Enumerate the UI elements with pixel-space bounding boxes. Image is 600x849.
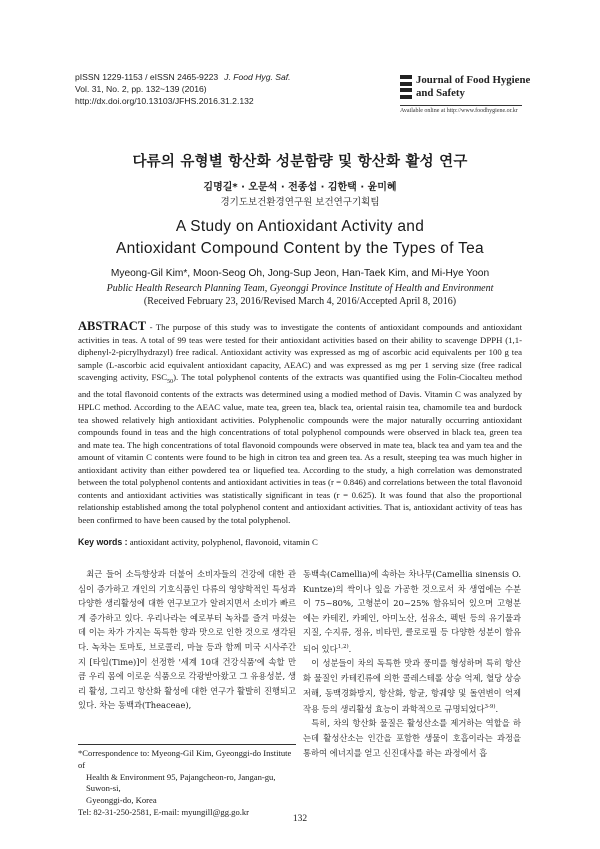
- abstract-label: ABSTRACT: [78, 319, 147, 333]
- paragraph: 동백속(Camellia)에 속하는 차나무(Camellia sinensis O. Kuntze)의 싹이나 잎을 가공한 것으로서 차 생엽에는 수분이 75~80%, 고형분이 20~25% 함유되어 있으며 고형분에는 카테킨, 카페인, 아미노산, 섬유소, 펙틴 등의 유기물과 지질, 수지류, 정유, 비타민, 클로로필 등 다양한 성분이 함유되어 있다$^{1,2)}$.: [303, 569, 521, 654]
- body-column-right: [303, 567, 521, 760]
- citation: 1,2): [337, 643, 349, 650]
- korean-title: 다류의 유형별 항산화 성분함량 및 항산화 활성 연구: [132, 154, 468, 170]
- journal-url[interactable]: Available online at http://www.foodhygiene.or.kr: [400, 108, 518, 114]
- english-affiliation: Public Health Research Planning Team, Gyeonggi Province Institute of Health and Environment: [106, 283, 494, 294]
- korean-affiliation: 경기도보건환경연구원 보건연구기획팀: [220, 197, 380, 208]
- page-number: 132: [292, 814, 308, 824]
- citation: 3-9): [484, 704, 496, 711]
- footnote-rule: [78, 744, 296, 745]
- keywords-label: Key words :: [78, 537, 128, 547]
- english-title: A Study on Antioxidant Activity and Antioxidant Compound Content by the Types of Tea: [116, 218, 484, 257]
- publication-meta: [75, 72, 291, 107]
- correspondence-footnote: *Correspondence to: Myeong-Gil Kim, Gyeonggi-do Institute of Health & Environment 95, Pajangcheon-ro, Jangan-gu, Suwon-si, Gyeonggi-do, Korea Tel: 82-31-250-2581, E-mail: myungill@gg.go.kr: [78, 748, 300, 819]
- doi-link[interactable]: http://dx.doi.org/10.13103/JFHS.2016.31.2.132: [75, 95, 254, 106]
- body-column-left: [78, 567, 296, 713]
- issn: pISSN 1229-1153 / eISSN 2465-9223: [75, 72, 219, 82]
- korean-authors: 김명길* · 오문석 · 전종섭 · 김한택 · 윤미혜: [203, 182, 397, 193]
- journal-logo-rule: [400, 105, 522, 106]
- english-authors: Myeong-Gil Kim*, Moon-Seog Oh, Jong-Sup Jeon, Han-Taek Kim, and Mi-Hye Yoon: [110, 268, 490, 279]
- paragraph: 이 성분들이 차의 독특한 맛과 풍미를 형성하며 특히 항산화 물질인 카테킨류에 의한 콜레스테롤 상승 억제, 혈당 상승 저해, 동맥경화방지, 항산화, 항균, 항궤양 및 돌연변이 억제 작용 등의 생리활성 효능이 과학적으로 규명되었다$^{3-9)}$.: [303, 658, 521, 714]
- keywords: Key words : antioxidant activity, polyphenol, flavonoid, vitamin C: [78, 537, 318, 547]
- paragraph: 특히, 차의 항산화 물질은 활성산소를 제거하는 역할을 하는데 활성산소는 인간을 포함한 생물이 호흡이라는 과정을 통하여 에너지를 얻고 신진대사를 하는 과정에서 흡: [303, 718, 521, 758]
- volume-info: Vol. 31, No. 2, pp. 132~139 (2016): [75, 83, 207, 94]
- journal-name: Journal of Food Hygiene and Safety: [416, 74, 531, 99]
- abstract: ABSTRACT - The purpose of this study was to investigate the contents of antioxidant compounds and antioxidant activities in teas. A total of 99 teas were tested for their antioxidant activities based on their ability to scavenge DPPH (1,1-diphenyl-2-picrylhydrazyl) free radical. Antioxidant activity was expressed as mg of ascorbic acid equivalents per 100 g tea sample (L-ascorbic acid equivalent antioxidant capacity, AEAC) and was expressed as mg per 1 serving size (free radical scavenging activity, $FSC_{50}$). The total polyphenol contents of the extracts was quantified using the Folin-Ciocalteu method and the total flavonoid contents of the extracts was determined using a modied method of Davis. Vitamin C was analyzed by HPLC method. According to the AEAC value, mate tea, green tea, black tea, oriental raisin tea, chamomile tea and burdock tea showed relatively high antioxidant activities. Polyphenolic compounds were the major naturally occurring antioxidant compounds found in teas and the high concentrations of total polyphenol compounds were observed in black tea, green tea and mate tea. The high concentrations of total flavonoid compounds were observed in mate tea, black tea and yam tea and the amount of vitamin C contents were found to be high in citron tea and green tea. As a result, steeping tea was much higher in antioxidant activity than either powdered tea or liquefied tea. According to the study, a high correlation was demonstrated between the total polyphenol contents and antioxidant activities in teas (r = 0.846) and correlations between the total flavonoid contents and antioxidant activities was statistically significant in teas (r = 0.625). It was found that also the proportional relationship established among the total polyphenol content and antioxidant activities. That is, antioxidant activity of teas has been confirmed to have been caused by the total polyphenol.: [78, 319, 522, 525]
- received-dates: (Received February 23, 2016/Revised March 4, 2016/Accepted April 8, 2016): [143, 296, 457, 307]
- journal-abbrev: J. Food Hyg. Saf.: [224, 72, 291, 82]
- paragraph: 최근 들어 소득향상과 더불어 소비자들의 건강에 대한 관심이 증가하고 개인의 기호식품인 다류의 영양학적인 특성과 다양한 생리활성에 대한 연구보고가 알려지면서 소비가 빠르게 증가하고 있다. 우리나라는 예로부터 녹차를 즐겨 마셨는데 이는 차가 가지는 독특한 향과 맛으로 인한 것으로 생각된다. 녹차는 토마토, 브로콜리, 마늘 등과 함께 미국 시사주간지 [타임(Time)]이 선정한 '세계 10대 건강식품'에 속할 만큼 우리 몸에 이로운 식품으로 각광받아왔고 그 유용성분, 생리 활성, 그리고 항산화 활성에 대한 연구가 활발히 진행되고 있다. 차는 동백과(Theaceae),: [78, 569, 296, 711]
- journal-logo-icon: [400, 75, 412, 101]
- contact-info: Tel: 82-31-250-2581, E-mail: myungill@gg.go.kr: [78, 806, 250, 817]
